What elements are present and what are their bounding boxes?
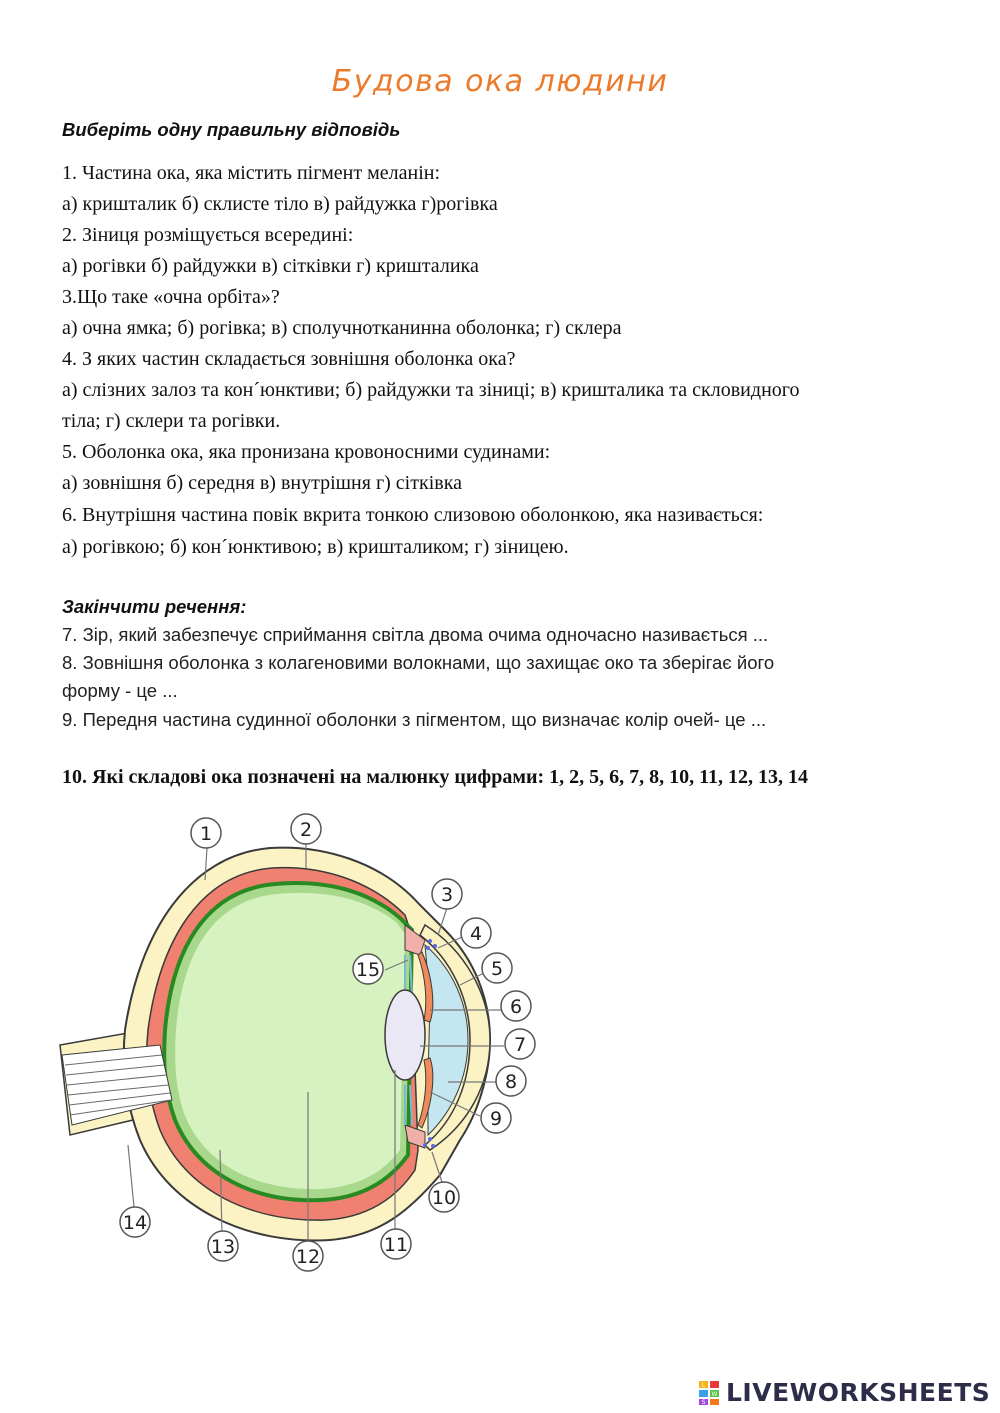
sentence-line: 8. Зовнішня оболонка з колагеновими волокнами, що захищає око та зберігає його (62, 652, 775, 673)
question-line: 1. Частина ока, яка містить пігмент меланін: (62, 162, 441, 184)
label-9 (481, 1103, 511, 1133)
label-6 (501, 991, 531, 1021)
question-10: 10. Які складові ока позначені на малюнку цифрами: 1, 2, 5, 6, 7, 8, 10, 11, 12, 13, 14 (62, 766, 809, 788)
answer-line: а) слізних залоз та кон´юнктиви; б) райдужки та зіниці; в) кришталика та скловидного (62, 379, 800, 401)
logo-icon (698, 1380, 720, 1406)
label-15 (353, 954, 383, 984)
label-8 (496, 1066, 526, 1096)
logo-letter: S (701, 1398, 706, 1406)
question-line: 5. Оболонка ока, яка пронизана кровоносними судинами: (62, 441, 551, 463)
label-number: 2 (299, 819, 313, 841)
label-number: 15 (355, 959, 381, 981)
label-number: 4 (469, 923, 483, 945)
label-number: 9 (489, 1108, 503, 1130)
label-13 (208, 1231, 238, 1261)
label-11 (381, 1229, 411, 1259)
label-5 (482, 953, 512, 983)
lens (385, 990, 425, 1080)
vitreous-body (175, 893, 405, 1189)
label-number: 5 (490, 958, 504, 980)
brand-name: LIVEWORKSHEETS (726, 1378, 991, 1407)
answer-line: а) рогівки б) райдужки в) сітківки г) кришталика (62, 255, 479, 277)
question-line: 4. З яких частин складається зовнішня оболонка ока? (62, 348, 516, 370)
section2-heading: Закінчити речення: (62, 596, 247, 617)
vessel-dot (426, 946, 430, 950)
label-number: 13 (210, 1236, 236, 1258)
label-10 (429, 1182, 459, 1212)
vessel-dot (431, 1144, 435, 1148)
question-line: 3.Що таке «очна орбіта»? (62, 286, 280, 308)
label-number: 7 (513, 1034, 527, 1056)
label-1 (191, 818, 221, 848)
label-4 (461, 918, 491, 948)
answer-line: тіла; г) склери та рогівки. (62, 410, 281, 432)
answer-line: а) кришталик б) склисте тіло в) райдужка г)рогівка (62, 193, 498, 215)
sentence-line: 9. Передня частина судинної оболонки з пігментом, що визначає колір очей- це ... (62, 709, 767, 730)
vessel-dot (428, 939, 432, 943)
question-line: 2. Зіниця розміщується всередині: (62, 224, 354, 246)
logo-letter: L (701, 1381, 706, 1389)
label-7 (505, 1029, 535, 1059)
label-3 (432, 879, 462, 909)
label-number: 3 (440, 884, 454, 906)
question-line: 6. Внутрішня частина повік вкрита тонкою слизовою оболонкою, яка називається: (62, 504, 764, 526)
label-number: 1 (199, 823, 213, 845)
answer-line: а) зовнішня б) середня в) внутрішня г) сітківка (62, 472, 462, 494)
eye-diagram (55, 808, 555, 1288)
vessel-dot (433, 944, 437, 948)
label-number: 14 (122, 1212, 148, 1234)
label-14 (120, 1207, 150, 1237)
logo-letter: W (711, 1390, 718, 1398)
label-2 (291, 814, 321, 844)
vessel-dot (423, 1143, 427, 1147)
answer-line: а) очна ямка; б) рогівка; в) сполучнотканинна оболонка; г) склера (62, 317, 622, 339)
page-title: Будова ока людини (331, 64, 669, 99)
label-number: 8 (504, 1071, 518, 1093)
label-number: 11 (383, 1234, 409, 1256)
sentence-line: 7. Зір, який забезпечує сприймання світла двома очима одночасно називається ... (62, 624, 769, 645)
answer-line: а) рогівкою; б) кон´юнктивою; в) кришталиком; г) зіницею. (62, 536, 569, 558)
section1-heading: Виберіть одну правильну відповідь (62, 119, 401, 140)
sentence-line: форму - це ... (62, 680, 178, 701)
liveworksheets-logo (698, 1378, 990, 1407)
label-number: 10 (431, 1187, 457, 1209)
label-number: 6 (509, 996, 523, 1018)
label-12 (293, 1241, 323, 1271)
vessel-dot (428, 1137, 432, 1141)
label-number: 12 (295, 1246, 321, 1268)
